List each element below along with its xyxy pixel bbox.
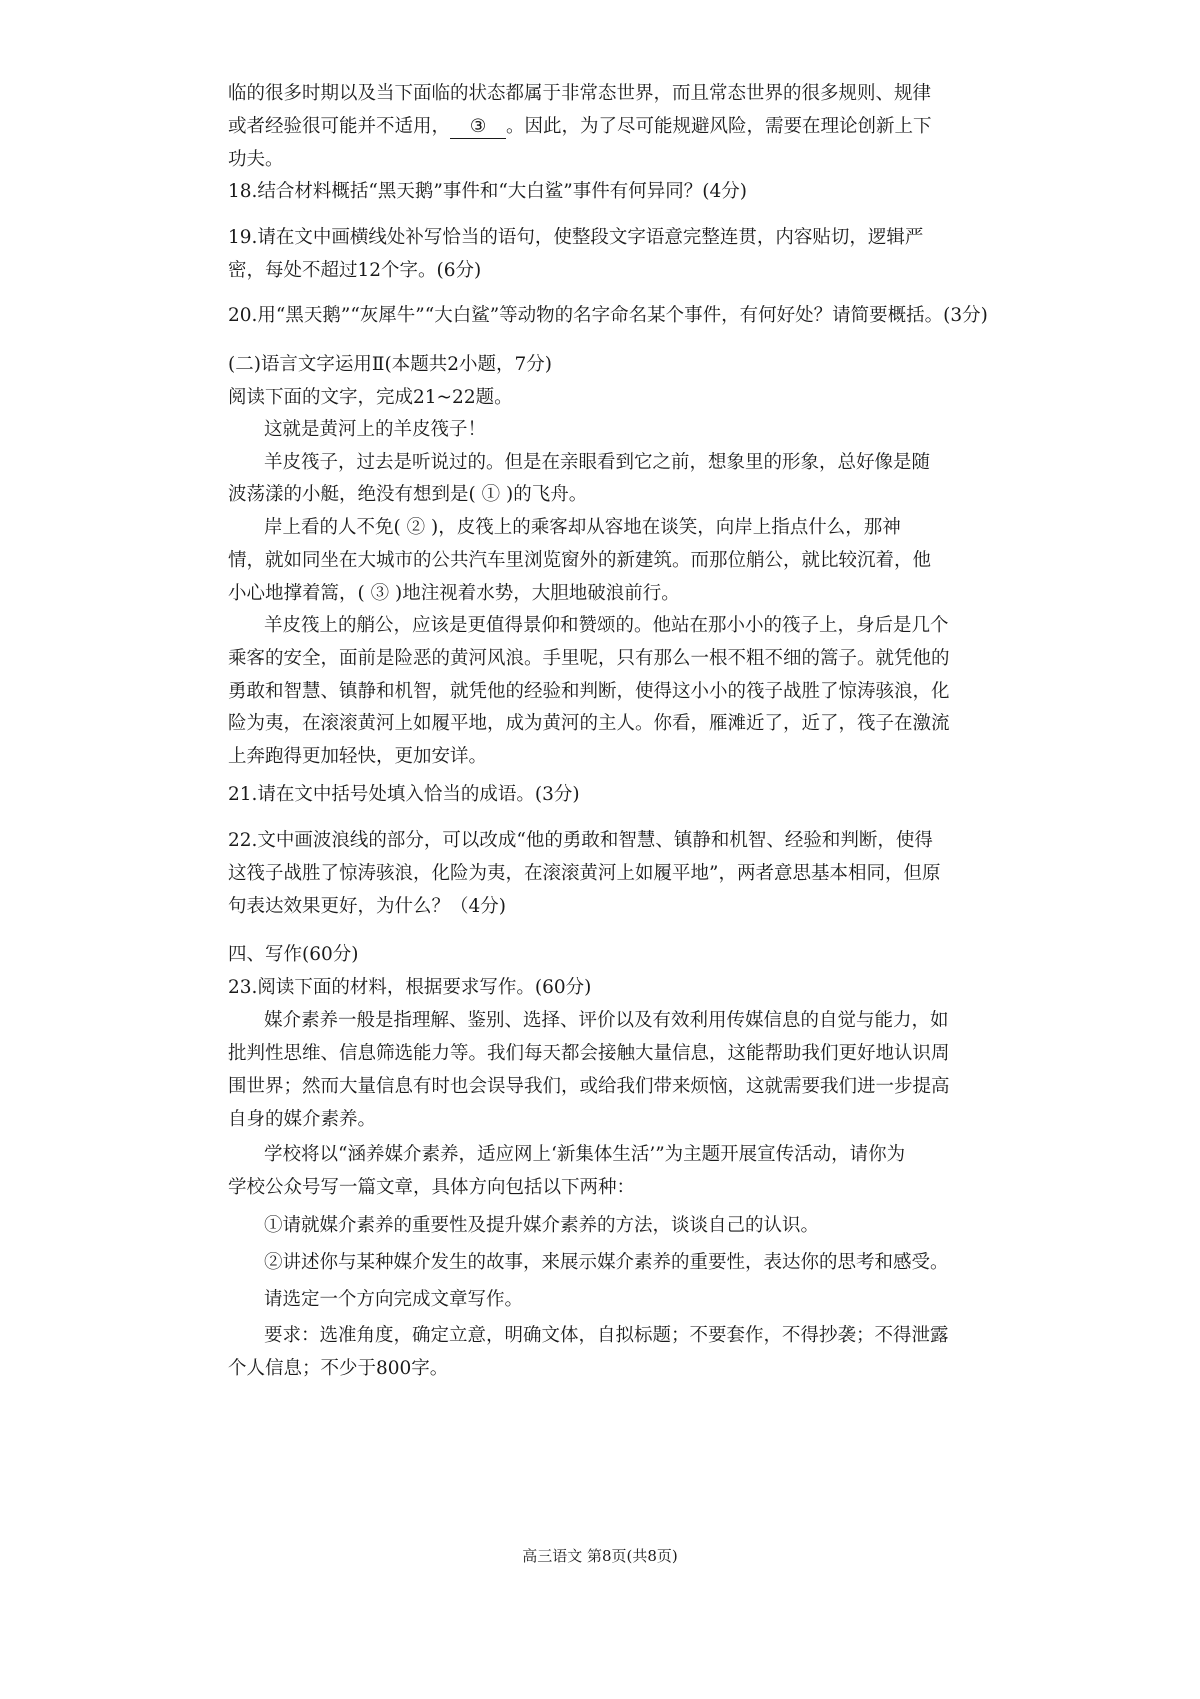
question-18: 18.结合材料概括“黑天鹅”事件和“大白鲨”事件有何异同？(4分) (228, 181, 747, 202)
passage-line: 小心地撑着篙，( ③ )地注视着水势，大胆地破浪前行。 (228, 583, 680, 604)
passage-line: 羊皮筏子，过去是听说过的。但是在亲眼看到它之前，想象里的形象，总好像是随 (264, 452, 931, 473)
question-21: 21.请在文中括号处填入恰当的成语。(3分) (228, 784, 580, 805)
passage-line: 上奔跑得更加轻快，更加安详。 (228, 746, 488, 767)
question-20: 20.用“黑天鹅”“灰犀牛”“大白鲨”等动物的名字命名某个事件，有何好处？请简要概括。(3分) (228, 305, 988, 326)
text-segment: 或者经验很可能并不适用， (228, 116, 451, 137)
passage-line: 波荡漾的小艇，绝没有想到是( ① )的飞舟。 (228, 484, 588, 505)
section-instruction: 阅读下面的文字，完成21~22题。 (228, 387, 513, 408)
essay-line: 批判性思维、信息筛选能力等。我们每天都会接触大量信息，这能帮助我们更好地认识周 (228, 1043, 950, 1064)
question-19-line: 密，每处不超过12个字。(6分) (228, 260, 482, 281)
text-segment: 。因此，为了尽可能规避风险，需要在理论创新上下 (506, 116, 932, 137)
question-22-line: 这筏子战胜了惊涛骇浪，化险为夷，在滚滚黄河上如履平地”，两者意思基本相同，但原 (228, 863, 941, 884)
paragraph-line: 功夫。 (228, 149, 284, 170)
passage-line: 情，就如同坐在大城市的公共汽车里浏览窗外的新建筑。而那位艄公，就比较沉着，他 (228, 550, 932, 571)
question-23: 23.阅读下面的材料，根据要求写作。(60分) (228, 977, 592, 998)
essay-line: 自身的媒介素养。 (228, 1109, 377, 1130)
essay-line: 学校将以“涵养媒介素养，适应网上‘新集体生活’”为主题开展宣传活动，请你为 (264, 1144, 906, 1165)
essay-requirement: 要求：选准角度，确定立意，明确文体，自拟标题；不要套作，不得抄袭；不得泄露 (264, 1325, 949, 1346)
question-22-line: 22.文中画波浪线的部分，可以改成“他的勇敢和智慧、镇静和机智、经验和判断，使得 (228, 830, 933, 851)
essay-line: 媒介素养一般是指理解、鉴别、选择、评价以及有效利用传媒信息的自觉与能力，如 (264, 1010, 949, 1031)
essay-requirement: 个人信息；不少于800字。 (228, 1358, 449, 1379)
essay-line: 学校公众号写一篇文章，具体方向包括以下两种： (228, 1177, 636, 1198)
paragraph-line: 临的很多时期以及当下面临的状态都属于非常态世界，而且常态世界的很多规则、规律 (228, 83, 932, 104)
essay-line: 围世界；然而大量信息有时也会误导我们，或给我们带来烦恼，这就需要我们进一步提高 (228, 1076, 950, 1097)
passage-line: 羊皮筏上的艄公，应该是更值得景仰和赞颂的。他站在那小小的筏子上，身后是几个 (264, 615, 949, 636)
essay-option: ①请就媒介素养的重要性及提升媒介素养的方法，谈谈自己的认识。 (264, 1215, 820, 1236)
paragraph-line (228, 113, 932, 141)
essay-line: 请选定一个方向完成文章写作。 (264, 1289, 524, 1310)
passage-line: 岸上看的人不免( ② )，皮筏上的乘客却从容地在谈笑，向岸上指点什么，那神 (264, 517, 901, 538)
essay-option: ②讲述你与某种媒介发生的故事，来展示媒介素养的重要性，表达你的思考和感受。 (264, 1252, 949, 1273)
question-22-line: 句表达效果更好，为什么？（4分) (228, 896, 506, 917)
passage-line: 乘客的安全，面前是险恶的黄河风浪。手里呢，只有那么一根不粗不细的篙子。就凭他的 (228, 648, 950, 669)
passage-line: 这就是黄河上的羊皮筏子！ (264, 419, 487, 440)
fill-blank: ③ (450, 116, 506, 139)
section-title: 四、写作(60分) (228, 944, 359, 965)
page-footer: 高三语文 第8页(共8页) (522, 1547, 678, 1565)
question-19-line: 19.请在文中画横线处补写恰当的语句，使整段文字语意完整连贯，内容贴切，逻辑严 (228, 227, 924, 248)
passage-line: 险为夷，在滚滚黄河上如履平地，成为黄河的主人。你看，雁滩近了，近了，筏子在激流 (228, 713, 950, 734)
passage-line: 勇敢和智慧、镇静和机智，就凭他的经验和判断，使得这小小的筏子战胜了惊涛骇浪，化 (228, 681, 950, 702)
section-title: (二)语言文字运用Ⅱ(本题共2小题，7分) (228, 354, 552, 375)
